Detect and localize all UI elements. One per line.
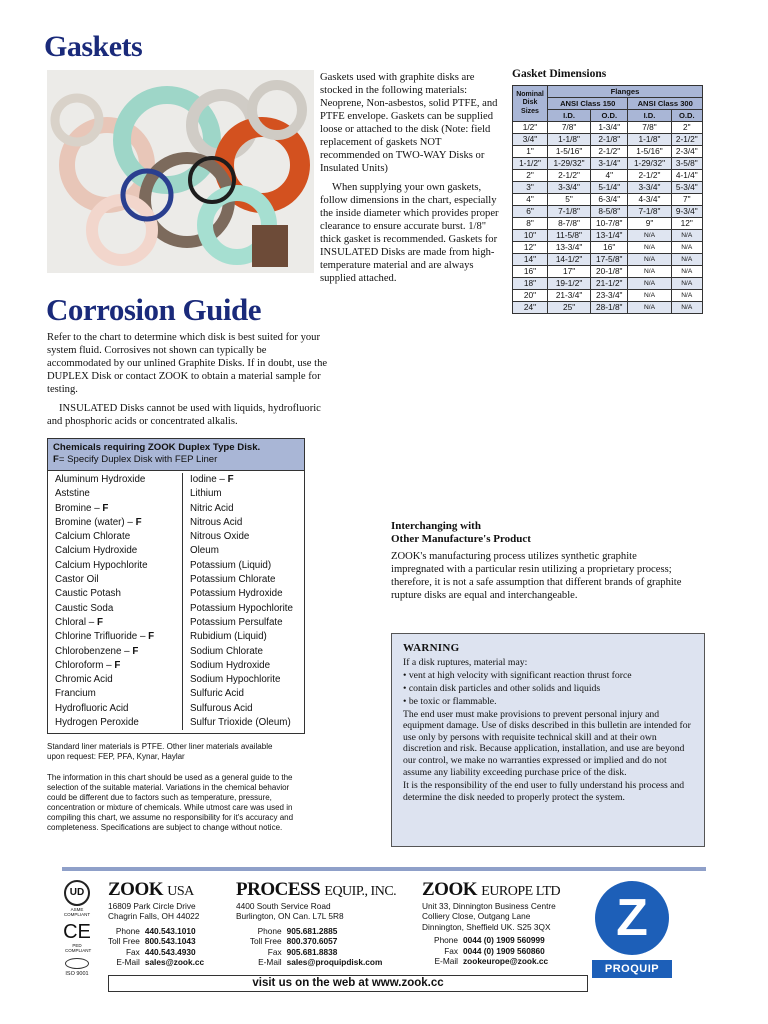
chemical-name: Potassium Hydroxide	[190, 588, 283, 600]
table-cell: 1-5/16"	[548, 146, 591, 158]
contact-value: 440.543.4930	[144, 946, 196, 957]
chemical-item	[55, 602, 182, 616]
warning-paragraph: It is the responsibility of the end user to fully understand his process and determine the disk needed to properly protect the system.	[403, 780, 685, 803]
table-cell: 1-29/32"	[628, 158, 671, 170]
table-cell: 1-1/8"	[628, 134, 671, 146]
table-cell: 6"	[513, 206, 548, 218]
table-cell: 20"	[513, 290, 548, 302]
chemical-name: Bromine –	[55, 502, 100, 514]
table-cell: N/A	[628, 254, 671, 266]
table-cell: 3-3/4"	[548, 182, 591, 194]
gasket-dimensions-title: Gasket Dimensions	[512, 68, 607, 80]
table-cell: 6-3/4"	[591, 194, 628, 206]
chemical-column-2	[183, 473, 293, 730]
address-line: Unit 33, Dinnington Business Centre	[422, 901, 556, 911]
chemical-table-title: Chemicals requiring ZOOK Duplex Type Disk.	[53, 442, 261, 453]
chemical-table	[47, 438, 305, 734]
col-header-class300: ANSI Class 300	[628, 98, 703, 110]
table-row	[513, 266, 703, 278]
address-line: Dinnington, Sheffield UK. S25 3QX	[422, 921, 551, 932]
table-cell: 2-1/2"	[628, 170, 671, 182]
contact-value: 800.370.6057	[286, 936, 338, 947]
table-cell: N/A	[671, 254, 702, 266]
table-cell: N/A	[628, 278, 671, 290]
table-cell: 1-3/4"	[591, 122, 628, 134]
table-row	[513, 170, 703, 182]
chemical-item	[190, 487, 293, 501]
contact-label: Fax	[125, 946, 140, 957]
contact-value: 800.543.1043	[144, 936, 196, 947]
table-cell: 1-29/32"	[548, 158, 591, 170]
chemical-name: Potassium (Liquid)	[190, 559, 272, 571]
table-cell: N/A	[671, 230, 702, 242]
warning-bullet: • vent at high velocity with significant reaction thrust force	[403, 669, 693, 682]
table-row	[513, 158, 703, 170]
chemical-name: Aststine	[55, 488, 90, 500]
chemical-name: Potassium Hypochlorite	[190, 602, 293, 614]
zook-europe-address	[422, 901, 560, 932]
process-contacts	[236, 926, 396, 968]
table-cell: 21-1/2"	[591, 278, 628, 290]
chemical-item	[55, 616, 182, 630]
zook-z-logo-icon: Z	[595, 881, 669, 955]
chemical-name: Potassium Persulfate	[190, 616, 283, 628]
address-line: 4400 South Service Road	[236, 901, 331, 911]
table-cell: 1-5/16"	[628, 146, 671, 158]
chemical-item	[190, 716, 293, 730]
warning-bullet: • be toxic or flammable.	[403, 695, 693, 708]
table-cell: 3-5/8"	[671, 158, 702, 170]
proquip-logo: PROQUIP	[592, 960, 672, 978]
table-cell: 12"	[513, 242, 548, 254]
interchanging-title-line: Interchanging with	[391, 520, 481, 532]
table-cell: 24"	[513, 302, 548, 314]
contact-label: Fax	[444, 945, 459, 956]
chemical-name: Caustic Soda	[55, 602, 114, 614]
brand-name: ZOOK	[422, 879, 478, 900]
chemical-name: Calcium Chlorate	[55, 531, 131, 543]
table-cell: 12"	[671, 218, 702, 230]
table-cell: 1/2"	[513, 122, 548, 134]
table-cell: 5-3/4"	[671, 182, 702, 194]
chemical-table-header	[48, 439, 304, 471]
table-cell: 5"	[548, 194, 591, 206]
chemical-name: Hydrofluoric Acid	[55, 702, 129, 714]
table-cell: 2-1/2"	[548, 170, 591, 182]
legend-text: = Specify Duplex Disk with FEP Liner	[58, 454, 218, 465]
table-row	[513, 206, 703, 218]
table-cell: 7-1/8"	[628, 206, 671, 218]
brand-name: PROCESS	[236, 879, 321, 900]
chemical-name: Bromine (water) –	[55, 516, 133, 528]
disclaimer: The information in this chart should be used as a general guide to the selection of the suitable material. Variations in the chemical behavior could be different due to factors such as temperature, pressure, concentration or mixture of chemicals. While utmost care was used in compiling this chart, we assume no responsibility for it's accuracy and completeness. Specifications are subject to change without notice.	[47, 773, 294, 832]
table-row	[513, 290, 703, 302]
table-cell: 2"	[671, 122, 702, 134]
table-cell: 2-3/4"	[671, 146, 702, 158]
fep-flag: F	[102, 502, 109, 514]
footer-divider	[62, 867, 706, 871]
zook-europe-contacts	[422, 935, 560, 966]
chemical-name: Potassium Chlorate	[190, 574, 276, 586]
chemical-name: Sulfuric Acid	[190, 688, 244, 700]
fep-flag: F	[148, 631, 155, 643]
table-cell: N/A	[671, 278, 702, 290]
contact-label: Phone	[115, 925, 140, 936]
chemical-column-1	[48, 473, 183, 730]
table-row	[513, 230, 703, 242]
table-row	[513, 134, 703, 146]
table-row	[513, 242, 703, 254]
table-cell: N/A	[671, 242, 702, 254]
table-cell: 3-1/4"	[591, 158, 628, 170]
table-cell: 3-3/4"	[628, 182, 671, 194]
address-line: Burlington, ON Can. L7L 5R8	[236, 911, 344, 922]
chemical-name: Rubidium (Liquid)	[190, 631, 267, 643]
table-cell: 17"	[548, 266, 591, 278]
chemical-name: Chloroform –	[55, 659, 112, 671]
table-cell: 21-3/4"	[548, 290, 591, 302]
chemical-item	[55, 687, 182, 701]
contact-label: Fax	[267, 946, 282, 957]
address-line: Colliery Close, Outgang Lane	[422, 911, 531, 922]
chemical-item	[190, 616, 293, 630]
chemical-item	[190, 630, 293, 644]
contact-value: 905.681.8838	[286, 946, 338, 957]
asme-label: ASME COMPLIANT	[63, 907, 91, 917]
table-cell: 1-1/8"	[548, 134, 591, 146]
chemical-item	[55, 630, 182, 644]
table-cell: 9"	[628, 218, 671, 230]
chemical-name: Aluminum Hydroxide	[55, 474, 146, 485]
chemical-item	[55, 559, 182, 573]
table-cell: 19-1/2"	[548, 278, 591, 290]
fep-flag: F	[227, 474, 234, 485]
table-cell: 16"	[591, 242, 628, 254]
gaskets-intro	[320, 71, 500, 285]
table-cell: 8"	[513, 218, 548, 230]
table-cell: 4-3/4"	[628, 194, 671, 206]
contact-value: 440.543.1010	[144, 925, 196, 936]
intro-paragraph: Gaskets used with graphite disks are stocked in the following materials: Neoprene, Non-asbestos, solid PTFE, and PTFE envelope. Gaskets can be supplied loose or attached to the disk (Note: field replacement of gaskets NOT recommended on TWO-WAY Disks or Insulated Units)	[320, 72, 498, 174]
table-row	[513, 254, 703, 266]
table-cell: 13-1/4"	[591, 230, 628, 242]
col-header-id: I.D.	[548, 110, 591, 122]
gasket-dimensions-table	[512, 85, 703, 314]
interchanging-title-line: Other Manufacture's Product	[391, 533, 531, 545]
table-cell: 1"	[513, 146, 548, 158]
chemical-item	[55, 502, 182, 516]
chemical-name: Caustic Potash	[55, 588, 121, 600]
chemical-name: Oleum	[190, 545, 219, 557]
chemical-name: Chromic Acid	[55, 674, 113, 686]
col-header-od: O.D.	[671, 110, 702, 122]
chemical-item	[55, 573, 182, 587]
chemical-item	[55, 673, 182, 687]
brand-suffix: USA	[167, 884, 194, 899]
brand-suffix: EQUIP., INC.	[324, 884, 397, 899]
chemical-name: Chlorobenzene –	[55, 645, 130, 657]
col-header-flanges: Flanges	[548, 86, 703, 98]
chemical-item	[55, 645, 182, 659]
chemical-name: Nitric Acid	[190, 502, 234, 514]
corrosion-paragraph: INSULATED Disks cannot be used with liquids, hydrofluoric and phosphoric acids or concentrated alkalis.	[47, 403, 321, 427]
chemical-name: Sulfurous Acid	[190, 702, 253, 714]
table-cell: 16"	[513, 266, 548, 278]
col-header-class150: ANSI Class 150	[548, 98, 628, 110]
table-cell: 18"	[513, 278, 548, 290]
table-cell: 23-3/4"	[591, 290, 628, 302]
contact-label: Phone	[434, 935, 459, 946]
chemical-item	[190, 602, 293, 616]
chemical-item	[190, 530, 293, 544]
warning-list	[403, 669, 693, 708]
table-row	[513, 218, 703, 230]
chemical-name: Calcium Hydroxide	[55, 545, 138, 557]
corrosion-title: Corrosion Guide	[46, 292, 261, 327]
table-cell: 5-1/4"	[591, 182, 628, 194]
fep-flag: F	[96, 616, 103, 628]
chemical-name: Lithium	[190, 488, 222, 500]
table-cell: 4-1/4"	[671, 170, 702, 182]
warning-box	[391, 633, 705, 847]
iso-seal-icon	[65, 958, 89, 969]
chemical-item	[190, 587, 293, 601]
contact-label: E-Mail	[434, 956, 459, 967]
contact-label: E-Mail	[258, 957, 282, 968]
chemical-name: Chloral –	[55, 616, 95, 628]
contact-label: Phone	[257, 925, 282, 936]
chemical-table-legend	[53, 454, 299, 466]
chemical-item	[55, 544, 182, 558]
table-row	[513, 302, 703, 314]
chemical-item	[55, 702, 182, 716]
interchanging-title	[391, 520, 531, 546]
table-row	[513, 194, 703, 206]
interchanging-body: ZOOK's manufacturing process utilizes synthetic graphite impregnated with a particular resin utilizing a proprietary process; therefore, it is not a safe assumption that different brands of graphite rupture disks are equal and interchangeable.	[391, 551, 682, 601]
table-cell: N/A	[628, 266, 671, 278]
zook-europe-block	[422, 879, 560, 966]
chemical-item	[55, 487, 182, 501]
fep-flag: F	[132, 645, 139, 657]
table-cell: 4"	[591, 170, 628, 182]
warning-bullet: • contain disk particles and other solids and liquids	[403, 682, 693, 695]
table-cell: 9-3/4"	[671, 206, 702, 218]
process-brand	[236, 879, 396, 901]
contact-label: Toll Free	[108, 936, 140, 947]
website-link[interactable]: visit us on the web at www.zook.cc	[108, 975, 588, 992]
chemical-item	[190, 473, 293, 487]
zook-usa-brand	[108, 879, 204, 901]
warning-title: WARNING	[403, 642, 460, 654]
warning-intro: If a disk ruptures, material may:	[403, 657, 528, 668]
chemical-name: Chlorine Trifluoride –	[55, 631, 146, 643]
chemical-name: Castor Oil	[55, 574, 99, 586]
email-link[interactable]: sales@zook.cc	[144, 957, 205, 968]
chemical-name: Iodine –	[190, 474, 225, 485]
ped-label: PED COMPLIANT	[65, 943, 92, 953]
ud-stamp-icon: UD	[64, 880, 90, 906]
contact-value: 0044 (0) 1909 560860	[463, 945, 545, 956]
table-cell: 7/8"	[628, 122, 671, 134]
email-link[interactable]: zookeurope@zook.cc	[463, 956, 549, 967]
table-cell: 8-7/8"	[548, 218, 591, 230]
process-equip-block	[236, 879, 396, 967]
chemical-name: Sodium Hydroxide	[190, 659, 271, 671]
chemical-item	[55, 530, 182, 544]
corrosion-intro	[47, 331, 329, 428]
table-cell: 8-5/8"	[591, 206, 628, 218]
table-cell: 14-1/2"	[548, 254, 591, 266]
chemical-item	[190, 544, 293, 558]
table-cell: 2-1/2"	[671, 134, 702, 146]
table-cell: 10"	[513, 230, 548, 242]
contact-value: 0044 (0) 1909 560999	[463, 935, 545, 946]
chemical-name: Francium	[55, 688, 96, 700]
gaskets-photo	[47, 70, 314, 273]
brand-name: ZOOK	[108, 879, 164, 900]
col-header-id: I.D.	[628, 110, 671, 122]
zook-usa-address	[108, 901, 204, 922]
contact-label: E-Mail	[116, 957, 140, 968]
table-cell: N/A	[628, 302, 671, 314]
table-cell: 17-5/8"	[591, 254, 628, 266]
table-cell: 2-1/2"	[591, 146, 628, 158]
chemical-name: Nitrous Oxide	[190, 531, 250, 543]
legend-f: F	[53, 454, 59, 465]
chemical-name: Calcium Hypochlorite	[55, 559, 148, 571]
chemical-item	[190, 502, 293, 516]
chemical-name: Sodium Chlorate	[190, 645, 263, 657]
table-cell: 11-5/8"	[548, 230, 591, 242]
chemical-item	[55, 659, 182, 673]
chemical-item	[55, 473, 182, 487]
table-cell: 2"	[513, 170, 548, 182]
chemical-name: Sodium Hypochlorite	[190, 674, 281, 686]
liner-note: Standard liner materials is PTFE. Other liner materials available upon request: FEP, PFA, Kynar, Haylar	[47, 742, 273, 761]
col-header-nominal: Nominal Disk Sizes	[513, 86, 548, 122]
chemical-item	[55, 716, 182, 730]
address-line: 16809 Park Circle Drive	[108, 901, 196, 911]
zook-usa-contacts	[108, 926, 204, 968]
process-address	[236, 901, 396, 922]
chemical-item	[190, 559, 293, 573]
table-cell: 7/8"	[548, 122, 591, 134]
chemical-name: Nitrous Acid	[190, 516, 243, 528]
table-row	[513, 146, 703, 158]
certification-marks	[62, 880, 92, 977]
table-cell: 1-1/2"	[513, 158, 548, 170]
chemical-item	[190, 659, 293, 673]
table-cell: 13-3/4"	[548, 242, 591, 254]
brand-suffix: EUROPE LTD	[481, 884, 561, 899]
chemical-item	[55, 587, 182, 601]
table-cell: 10-7/8"	[591, 218, 628, 230]
table-cell: N/A	[671, 302, 702, 314]
address-line: Chagrin Falls, OH 44022	[108, 911, 200, 922]
col-header-od: O.D.	[591, 110, 628, 122]
chemical-item	[190, 673, 293, 687]
chemical-item	[190, 645, 293, 659]
fep-flag: F	[135, 516, 142, 528]
chemical-name: Sulfur Trioxide (Oleum)	[190, 717, 291, 729]
contact-label: Toll Free	[249, 936, 282, 947]
table-cell: 7-1/8"	[548, 206, 591, 218]
table-cell: N/A	[671, 290, 702, 302]
zook-usa-block	[108, 879, 204, 967]
table-row	[513, 182, 703, 194]
table-cell: N/A	[628, 242, 671, 254]
page-title: Gaskets	[44, 30, 143, 63]
corrosion-paragraph: Refer to the chart to determine which disk is best suited for your system fluid. Corrosives not shown can typically be accommodated by our unlined Graphite Disks. If in doubt, use the DUPLEX Disk or contact ZOOK to obtain a material sample for testing.	[47, 332, 328, 395]
zook-europe-brand	[422, 879, 560, 901]
table-cell: 28-1/8"	[591, 302, 628, 314]
chemical-item	[190, 687, 293, 701]
table-cell: N/A	[628, 290, 671, 302]
table-cell: 25"	[548, 302, 591, 314]
chemical-item	[190, 516, 293, 530]
ce-mark-icon: CE	[63, 921, 91, 943]
table-cell: 20-1/8"	[591, 266, 628, 278]
chemical-item	[190, 573, 293, 587]
chemical-item	[190, 702, 293, 716]
fep-flag: F	[114, 659, 121, 671]
table-row	[513, 122, 703, 134]
table-cell: 4"	[513, 194, 548, 206]
table-cell: 3/4"	[513, 134, 548, 146]
iso-label: ISO 9001	[65, 971, 89, 977]
table-cell: N/A	[671, 266, 702, 278]
table-cell: N/A	[628, 230, 671, 242]
chemical-name: Hydrogen Peroxide	[55, 717, 139, 729]
email-link[interactable]: sales@proquipdisk.com	[286, 957, 383, 968]
contact-value: 905.681.2885	[286, 925, 338, 936]
table-cell: 3"	[513, 182, 548, 194]
table-cell: 7"	[671, 194, 702, 206]
table-row	[513, 278, 703, 290]
table-cell: 14"	[513, 254, 548, 266]
table-cell: 2-1/8"	[591, 134, 628, 146]
intro-paragraph: When supplying your own gaskets, follow dimensions in the chart, especially the inside diameter which provides proper clearance to ensure accurate burst. 1/8" thick gasket is recommended. Gaskets for INSULATED Disks are made from high-temperature material and are always supplied attached.	[320, 182, 499, 284]
warning-paragraph: The end user must make provisions to prevent personal injury and equipment damage. Use of disks described in this bulletin are intended for use only by persons with requisite technical skill and at their own discretion and risk. Because application, installation, and use are beyond our control, we make no warranties expressed or implied and do not assume any liability exceeding purchase price of the disk.	[403, 708, 691, 778]
chemical-item	[55, 516, 182, 530]
zook-logo	[592, 881, 672, 978]
